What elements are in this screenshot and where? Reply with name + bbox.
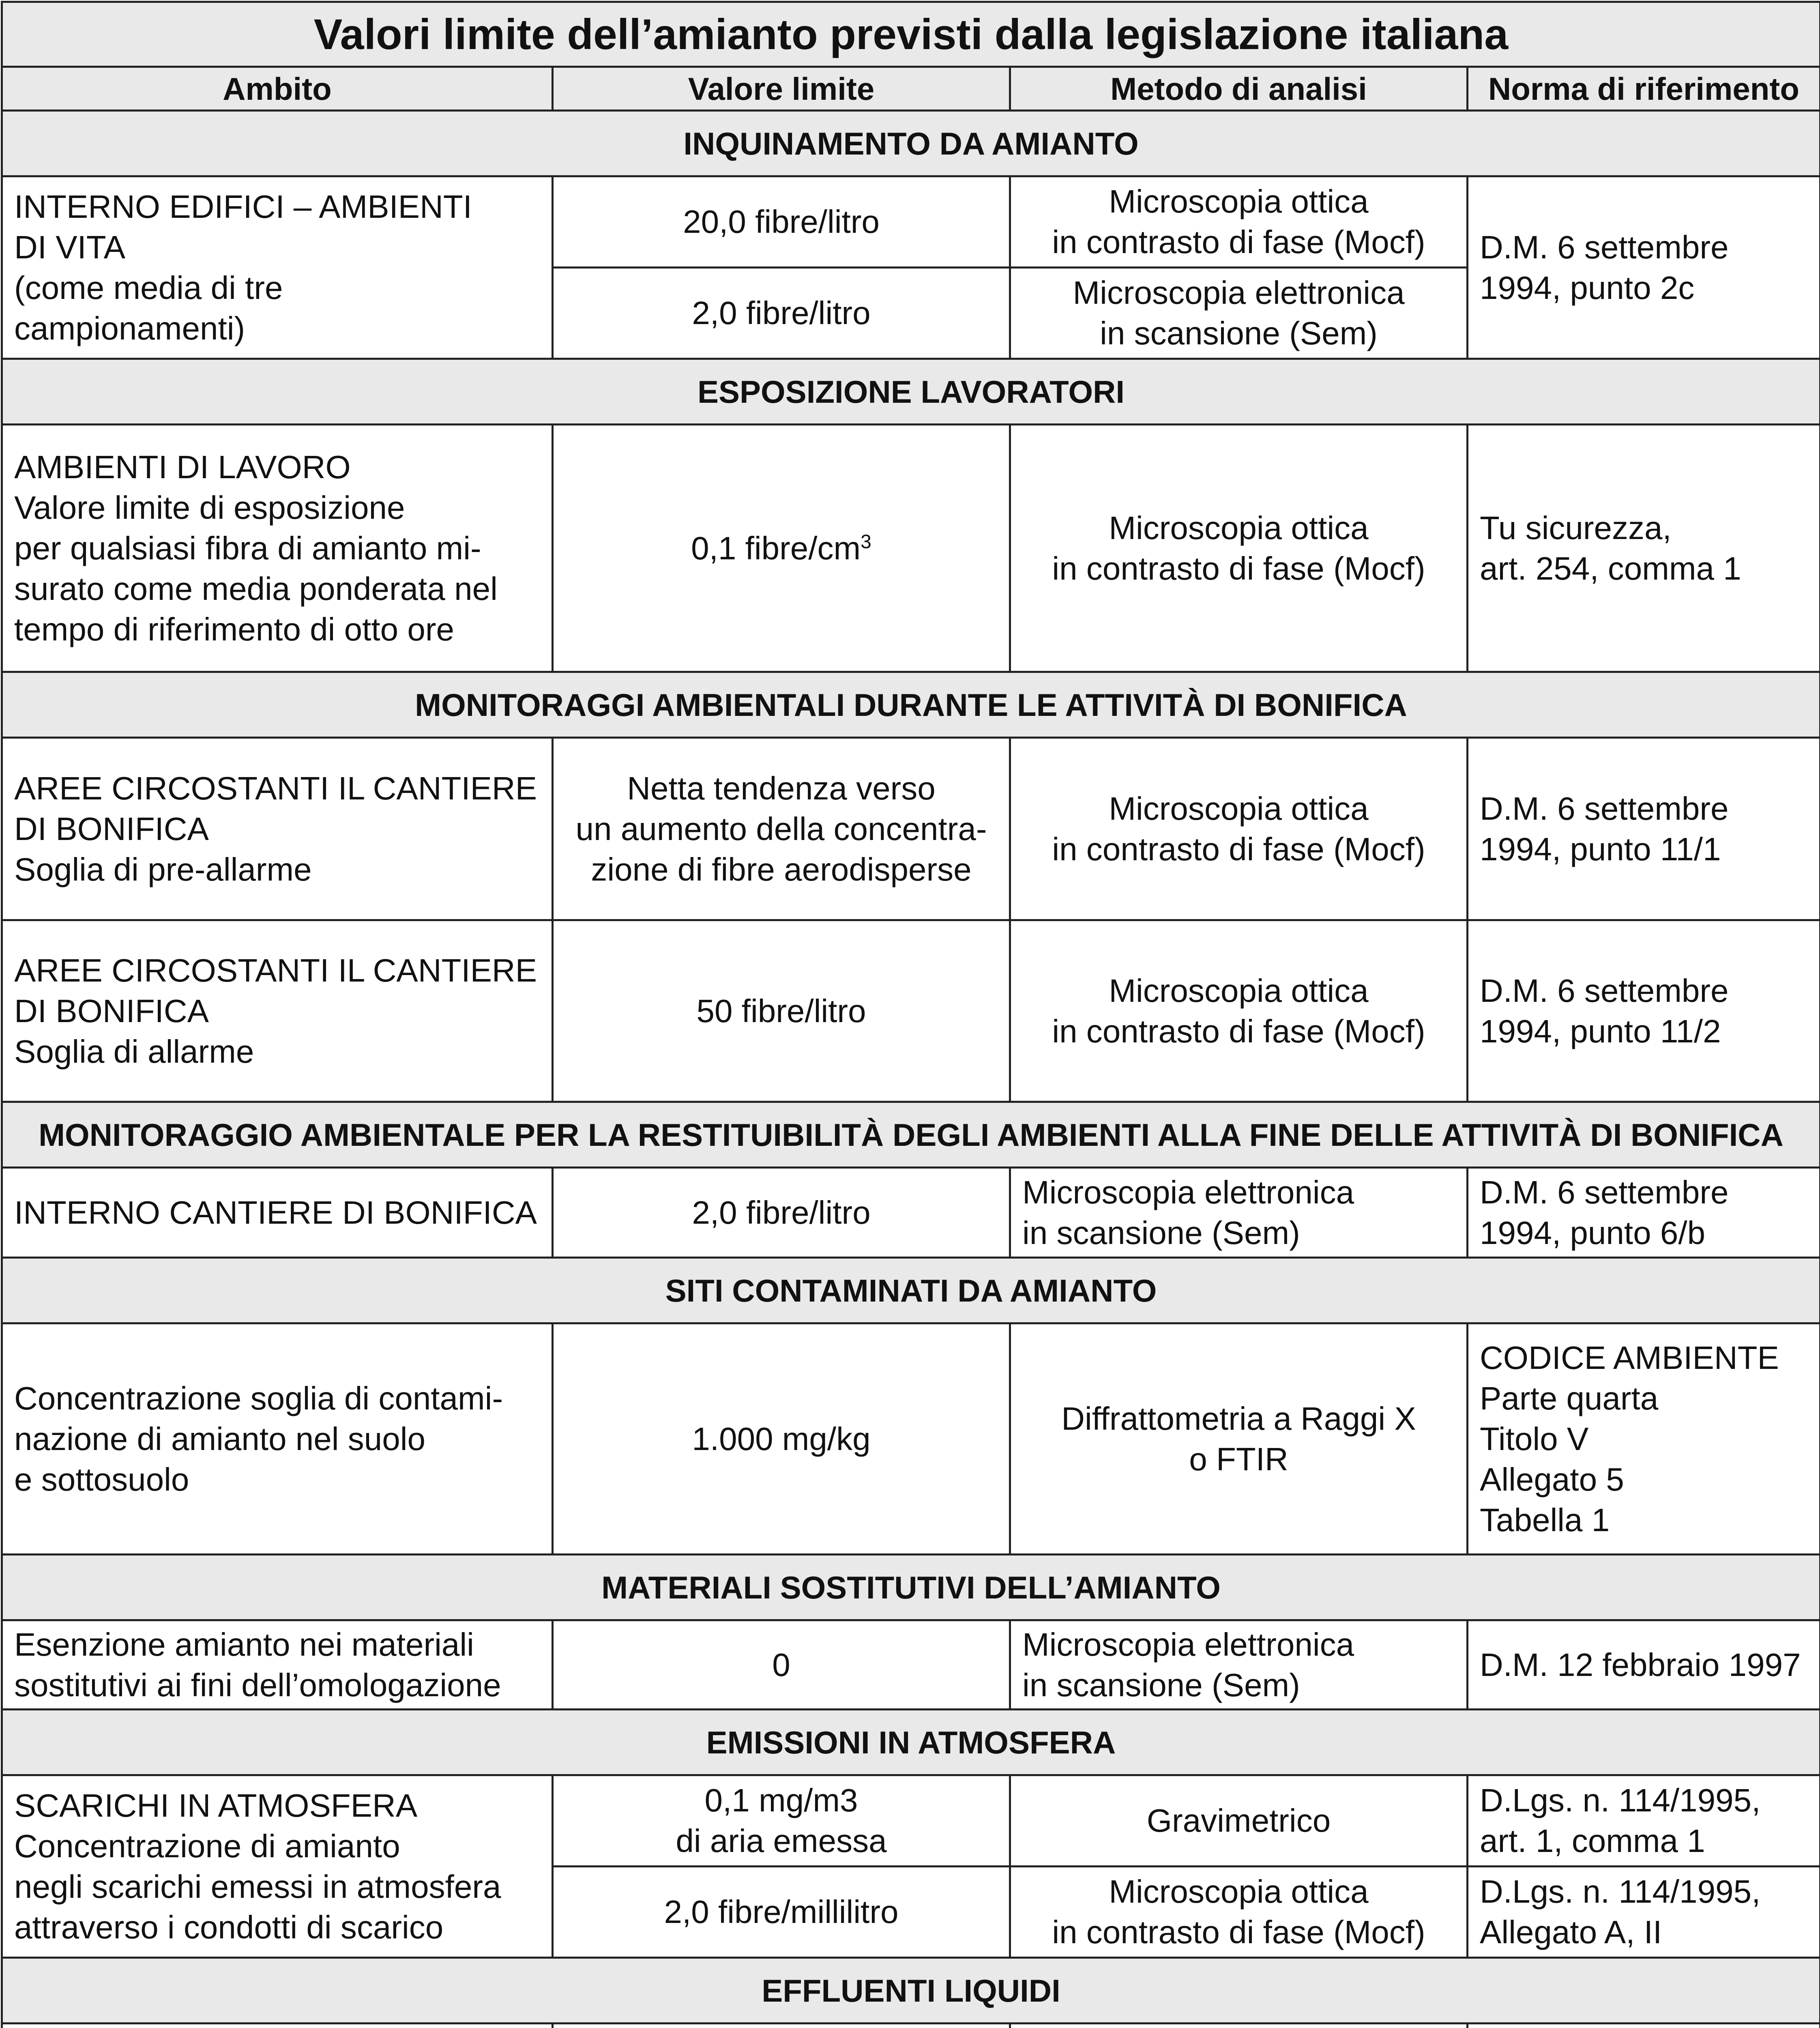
r9-valore (553, 2024, 1010, 2028)
r6-norma: CODICE AMBIENTE Parte quarta Titolo V Allegato 5 Tabella 1 (1468, 1323, 1820, 1555)
r4-valore: 50 fibre/litro (553, 920, 1010, 1102)
header-ambito: Ambito (2, 67, 553, 111)
r1-metodo-a: Microscopia ottica in contrasto di fase (Mocf) (1010, 176, 1468, 268)
section-emissioni-atmosfera: EMISSIONI IN ATMOSFERA (2, 1710, 1820, 1775)
r5-metodo: Microscopia elettronica in scansione (Sem) (1010, 1168, 1468, 1258)
asbestos-limits-table (1, 1, 1820, 2028)
r2-valore: 0,1 fibre/$cm^3$ (553, 425, 1010, 672)
section-effluenti-liquidi: EFFLUENTI LIQUIDI (2, 1958, 1820, 2024)
header-valore-limite: Valore limite (553, 67, 1010, 111)
r1-norma: D.M. 6 settembre 1994, punto 2c (1468, 176, 1820, 359)
section-siti-contaminati: SITI CONTAMINATI DA AMIANTO (2, 1258, 1820, 1323)
r9-metodo (1010, 2024, 1468, 2028)
section-restituibilita: MONITORAGGIO AMBIENTALE PER LA RESTITUIBILITÀ DEGLI AMBIENTI ALLA FINE DELLE ATTIVITÀ DI BONIFICA (2, 1102, 1820, 1168)
r7-metodo: Microscopia elettronica in scansione (Sem) (1010, 1620, 1468, 1710)
r1-valore-b: 2,0 fibre/litro (553, 268, 1010, 359)
r3-norma: D.M. 6 settembre 1994, punto 11/1 (1468, 738, 1820, 920)
r2-ambito: AMBIENTI DI LAVORO Valore limite di esposizione per qualsiasi fibra di amianto mi- surato come media ponderata nel tempo di riferimento di otto ore (2, 425, 553, 672)
r4-ambito: AREE CIRCOSTANTI IL CANTIERE DI BONIFICA Soglia di allarme (2, 920, 553, 1102)
table-title: Valori limite dell’amianto previsti dalla legislazione italiana (2, 2, 1820, 67)
r8-norma-a: D.Lgs. n. 114/1995, art. 1, comma 1 (1468, 1775, 1820, 1867)
r8-norma-b: D.Lgs. n. 114/1995, Allegato A, II (1468, 1867, 1820, 1958)
header-norma-riferimento: Norma di riferimento (1468, 67, 1820, 111)
r2-metodo: Microscopia ottica in contrasto di fase (Mocf) (1010, 425, 1468, 672)
r3-ambito: AREE CIRCOSTANTI IL CANTIERE DI BONIFICA Soglia di pre-allarme (2, 738, 553, 920)
r7-norma: D.M. 12 febbraio 1997 (1468, 1620, 1820, 1710)
r4-metodo: Microscopia ottica in contrasto di fase (Mocf) (1010, 920, 1468, 1102)
r8-metodo-b: Microscopia ottica in contrasto di fase (Mocf) (1010, 1867, 1468, 1958)
section-monitoraggi-bonifica: MONITORAGGI AMBIENTALI DURANTE LE ATTIVITÀ DI BONIFICA (2, 672, 1820, 738)
header-metodo-analisi: Metodo di analisi (1010, 67, 1468, 111)
r3-metodo: Microscopia ottica in contrasto di fase (Mocf) (1010, 738, 1468, 920)
r8-valore-a: 0,1 mg/m3 di aria emessa (553, 1775, 1010, 1867)
r9-norma (1468, 2024, 1820, 2028)
r7-ambito: Esenzione amianto nei materiali sostitutivi ai fini dell’omologazione (2, 1620, 553, 1710)
r6-ambito: Concentrazione soglia di contami- nazione di amianto nel suolo e sottosuolo (2, 1323, 553, 1555)
r6-valore: 1.000 mg/kg (553, 1323, 1010, 1555)
r5-ambito: INTERNO CANTIERE DI BONIFICA (2, 1168, 553, 1258)
section-materiali-sostitutivi: MATERIALI SOSTITUTIVI DELL’AMIANTO (2, 1555, 1820, 1620)
r1-ambito: INTERNO EDIFICI – AMBIENTI DI VITA (come media di tre campionamenti) (2, 176, 553, 359)
r4-norma: D.M. 6 settembre 1994, punto 11/2 (1468, 920, 1820, 1102)
r8-ambito: SCARICHI IN ATMOSFERA Concentrazione di amianto negli scarichi emessi in atmosfera attraverso i condotti di scarico (2, 1775, 553, 1958)
r5-valore: 2,0 fibre/litro (553, 1168, 1010, 1258)
r9-ambito (2, 2024, 553, 2028)
r1-metodo-b: Microscopia elettronica in scansione (Sem) (1010, 268, 1468, 359)
r2-norma: Tu sicurezza, art. 254, comma 1 (1468, 425, 1820, 672)
section-inquinamento: INQUINAMENTO DA AMIANTO (2, 111, 1820, 176)
title-row (2, 2, 1820, 67)
r3-valore: Netta tendenza verso un aumento della concentra- zione di fibre aerodisperse (553, 738, 1010, 920)
r1-valore-a: 20,0 fibre/litro (553, 176, 1010, 268)
r8-metodo-a: Gravimetrico (1010, 1775, 1468, 1867)
r8-valore-b: 2,0 fibre/millilitro (553, 1867, 1010, 1958)
r6-metodo: Diffrattometria a Raggi X o FTIR (1010, 1323, 1468, 1555)
r7-valore: 0 (553, 1620, 1010, 1710)
header-row (2, 67, 1820, 111)
r5-norma: D.M. 6 settembre 1994, punto 6/b (1468, 1168, 1820, 1258)
section-esposizione-lavoratori: ESPOSIZIONE LAVORATORI (2, 359, 1820, 425)
